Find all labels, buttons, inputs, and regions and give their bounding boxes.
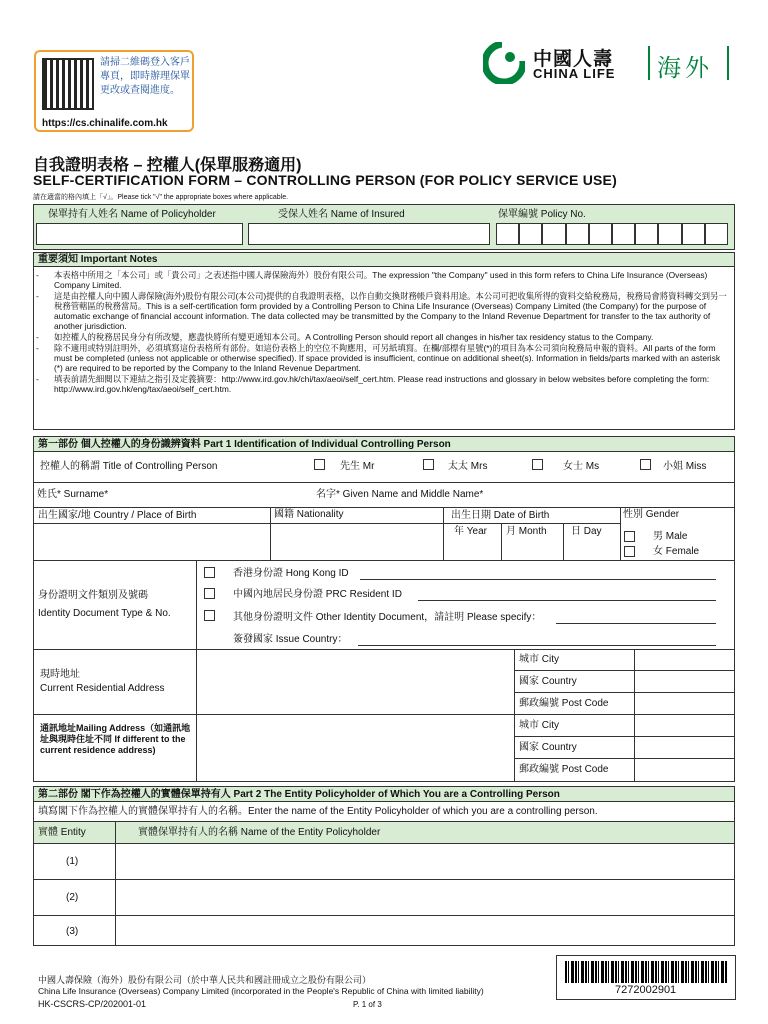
part2-header: 第二部份 閣下作為控權人的實體保單持有人 Part 2 The Entity Policyholder of Which You are a Controlling Person bbox=[34, 787, 734, 802]
barcode-bars bbox=[565, 961, 727, 983]
male-label: 男 Male bbox=[653, 531, 688, 542]
policyholder-label: 保單持有人姓名 Name of Policyholder bbox=[48, 209, 216, 220]
footer-company-en: China Life Insurance (Overseas) Company Limited (incorporated in the People's Republic of China with limited liability) bbox=[38, 986, 484, 996]
logo-overseas: 海外 bbox=[657, 55, 713, 82]
given-name-input[interactable] bbox=[494, 486, 732, 504]
given-name-label: 名字* Given Name and Middle Name* bbox=[316, 489, 484, 500]
notes-header: 重要須知 Important Notes bbox=[34, 253, 734, 267]
notes-list bbox=[36, 270, 730, 395]
current-address-input[interactable] bbox=[198, 651, 512, 714]
other-id-checkbox[interactable] bbox=[204, 610, 215, 621]
part1-header: 第一部份 個人控權人的身份識辨資料 Part 1 Identification of Individual Controlling Person bbox=[34, 437, 734, 452]
part2-instruction: 填寫閣下作為控權人的實體保單持有人的名稱。Enter the name of the Entity Policyholder of which you are a controlling person. bbox=[38, 806, 598, 817]
nationality-label: 國籍 Nationality bbox=[274, 509, 344, 520]
other-id-input[interactable] bbox=[556, 610, 716, 624]
month-label: 月 Month bbox=[506, 526, 547, 537]
china-life-emblem-icon bbox=[483, 42, 525, 84]
id-type-label-cn: 身份證明文件類別及號碼 bbox=[38, 590, 148, 601]
barcode bbox=[556, 955, 736, 1000]
day-label: 日 Day bbox=[571, 526, 602, 537]
prc-id-label: 中國內地居民身份證 PRC Resident ID bbox=[233, 589, 402, 600]
other-id-label: 其他身份證明文件 Other Identity Document，請註明 Please specify： bbox=[233, 612, 542, 623]
miss-label: 小姐 Miss bbox=[663, 461, 707, 472]
note-item: - 本表格中所用之「本公司」或「貴公司」之表述指中國人壽保險海外）股份有限公司。The expression "the Company" used in this form refers to China Life Insurance (Overseas) Company Limited. bbox=[36, 270, 708, 290]
barcode-number: 7272002901 bbox=[615, 984, 677, 996]
ms-label: 女士 Ms bbox=[563, 461, 600, 472]
issue-country-input[interactable] bbox=[358, 632, 716, 646]
insured-label: 受保人姓名 Name of Insured bbox=[278, 209, 405, 220]
mrs-label: 太太 Mrs bbox=[448, 461, 488, 472]
note-item: - 如控權人的稅務居民身分有所改變，應盡快將所有變更通知本公司。A Controlling Person should report all changes in his/her tax residency status to the Company. bbox=[36, 332, 654, 342]
policyholder-input[interactable] bbox=[36, 223, 243, 245]
policy-no-label: 保單編號 Policy No. bbox=[498, 209, 586, 220]
note-item: - 填表前請先細閱以下連結之指引及定義摘要：http://www.ird.gov.hk/chi/tax/aeoi/self_cert.htm. Please read instructions and glossary in below websites before completing the form: http://www.ird.gov.hk/eng/tax/aeoi/self_cert.htm. bbox=[36, 374, 710, 394]
footer-page: P. 1 of 3 bbox=[353, 1000, 382, 1009]
ms-checkbox[interactable] bbox=[532, 459, 543, 470]
entity-col-label: 實體 Entity bbox=[38, 827, 86, 838]
tick-note: 請在適當的格內填上「√」。Please tick "√" the appropriate boxes where applicable. bbox=[33, 194, 289, 201]
miss-checkbox[interactable] bbox=[640, 459, 651, 470]
current-city-label: 城市 City bbox=[519, 654, 559, 665]
note-item: - 除不適用或特別註明外，必須填寫這份表格所有部份。如這份表格上的空位不夠應用，可另紙填寫。在欄/部標有星號(*)的項目為本公司須向稅務局申報的資料。All parts of the form must be completed (unless not applicable or otherwise specified). If space provided is insufficient, continue on additional sheet(s). Information in fields/parts marked with an asterisk (*) are required to be reported by the Company to the Inland Revenue Department. bbox=[36, 343, 721, 373]
year-label: 年 Year bbox=[454, 526, 487, 537]
birth-place-label: 出生國家/地 Country / Place of Birth bbox=[38, 510, 197, 521]
footer-form-code: HK-CSCRS-CP/202001-01 bbox=[38, 999, 147, 1009]
policy-no-input[interactable] bbox=[496, 223, 728, 245]
logo-chinese: 中國人壽 bbox=[533, 49, 614, 70]
dob-label: 出生日期 Date of Birth bbox=[451, 510, 550, 521]
qr-text: 請掃二維碼登入客戶專頁，即時辦理保單更改或查閱進度。 bbox=[100, 57, 190, 96]
hkid-label: 香港身份證 Hong Kong ID bbox=[233, 568, 349, 579]
current-postcode-label: 郵政編號 Post Code bbox=[519, 698, 609, 709]
mrs-checkbox[interactable] bbox=[423, 459, 434, 470]
entity-row-1-input[interactable] bbox=[117, 845, 733, 878]
gender-label: 性別 Gender bbox=[623, 509, 680, 520]
mailing-postcode-label: 郵政編號 Post Code bbox=[519, 764, 609, 775]
insured-input[interactable] bbox=[248, 223, 490, 245]
company-logo bbox=[483, 42, 733, 82]
hkid-input[interactable] bbox=[360, 566, 716, 580]
id-type-label-en: Identity Document Type & No. bbox=[38, 608, 171, 619]
male-checkbox[interactable] bbox=[624, 531, 635, 542]
form-title-en: SELF-CERTIFICATION FORM – CONTROLLING PERSON (FOR POLICY SERVICE USE) bbox=[33, 172, 617, 188]
mailing-address-label: 通訊地址Mailing Address（如通訊地址與現時住址不同 If different to the current residence address) bbox=[40, 723, 191, 755]
note-item: - 這是由控權人向中國人壽保險(海外)股份有限公司(本公司)提供的自我證明表格，以作自動交換財務帳戶資料用途。本公司可把收集所得的資料交給稅務局，稅務局會將資料轉交到另一稅務管轄區的稅務當局。This is a self-certification form provided by a Controlling Person to China Life Insurance (Overseas) Company Limited (the Company) for the purpose of automatic exchange of financial account information. The data collected may be transmitted by the Company to the Inland Revenue Department for transfer to the tax authority of another jurisdiction. bbox=[36, 291, 727, 331]
female-label: 女 Female bbox=[653, 546, 700, 557]
entity-row-2-label: (2) bbox=[66, 892, 79, 903]
issue-country-label: 簽發國家 Issue Country： bbox=[233, 634, 348, 645]
qr-code bbox=[42, 58, 94, 110]
mailing-city-label: 城市 City bbox=[519, 720, 559, 731]
form-title-cn: 自我證明表格 – 控權人(保單服務適用) bbox=[33, 157, 302, 174]
entity-row-3-label: (3) bbox=[66, 926, 79, 937]
title-label: 控權人的稱謂 Title of Controlling Person bbox=[40, 461, 218, 472]
surname-label: 姓氏* Surname* bbox=[37, 489, 109, 500]
surname-input[interactable] bbox=[116, 486, 306, 504]
mailing-country-label: 國家 Country bbox=[519, 742, 577, 753]
logo-divider bbox=[648, 46, 650, 80]
mr-checkbox[interactable] bbox=[314, 459, 325, 470]
current-address-label-cn: 現時地址 bbox=[40, 669, 80, 680]
female-checkbox[interactable] bbox=[624, 546, 635, 557]
mailing-address-input[interactable] bbox=[198, 716, 512, 780]
entity-name-col-label: 實體保單持有人的名稱 Name of the Entity Policyholder bbox=[138, 827, 381, 838]
entity-row-2-input[interactable] bbox=[117, 881, 733, 914]
entity-row-3-input[interactable] bbox=[117, 917, 733, 945]
logo-english: CHINA LIFE bbox=[533, 66, 616, 81]
mr-label: 先生 Mr bbox=[340, 461, 375, 472]
prc-id-input[interactable] bbox=[418, 587, 716, 601]
entity-row-1-label: (1) bbox=[66, 856, 79, 867]
current-address-label-en: Current Residential Address bbox=[40, 683, 165, 694]
footer-company-cn: 中國人壽保險（海外）股份有限公司（於中華人民共和國註冊成立之股份有限公司） bbox=[38, 975, 372, 985]
hkid-checkbox[interactable] bbox=[204, 567, 215, 578]
prc-id-checkbox[interactable] bbox=[204, 588, 215, 599]
qr-url[interactable]: https://cs.chinalife.com.hk bbox=[42, 118, 168, 129]
qr-block bbox=[34, 50, 194, 132]
current-country-label: 國家 Country bbox=[519, 676, 577, 687]
